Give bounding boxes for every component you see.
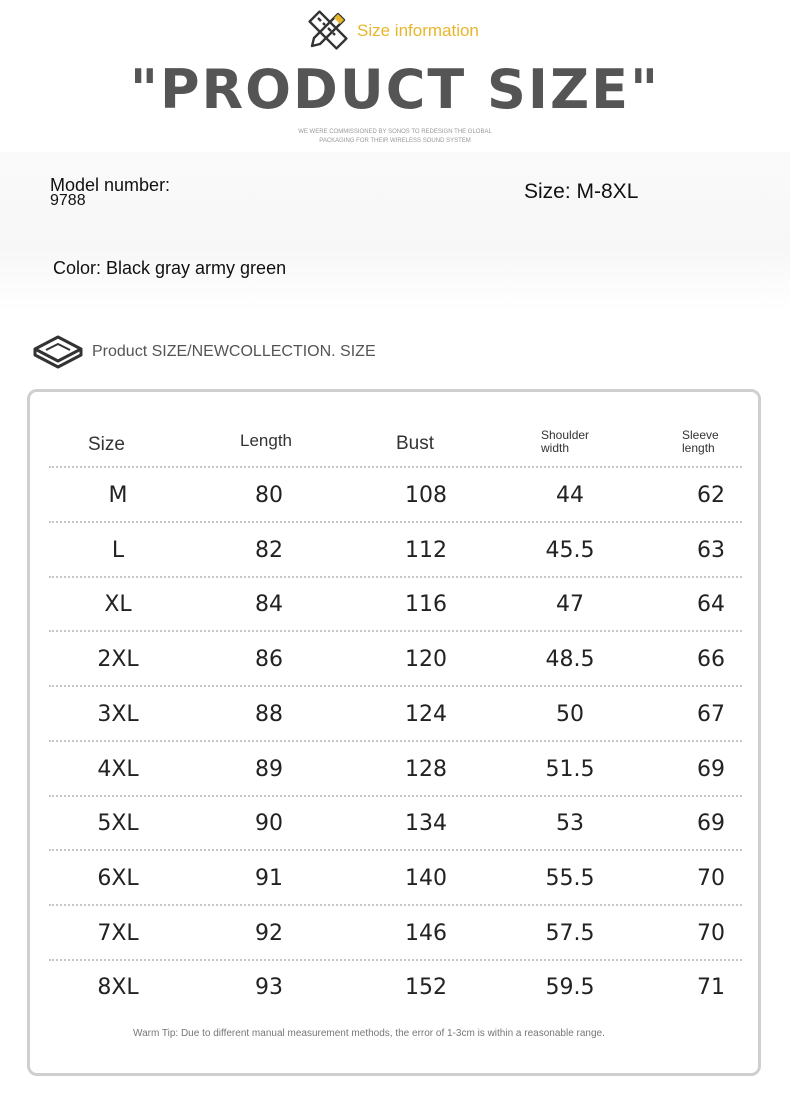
table-cell: 116 <box>405 592 447 618</box>
header-length: Length <box>240 431 292 450</box>
table-divider <box>49 521 742 523</box>
header-size: Size <box>88 434 125 455</box>
table-divider <box>49 849 742 851</box>
table-divider <box>49 685 742 687</box>
header-sleeve-length: Sleeve length <box>682 428 719 455</box>
table-cell: 44 <box>556 483 584 508</box>
table-cell: L <box>111 537 125 563</box>
table-cell: 2XL <box>97 647 139 673</box>
subtitle-line-2: PACKAGING FOR THEIR WIRELESS SOUND SYSTEM <box>319 138 471 144</box>
subtitle-line-1: WE WERE COMMISSIONED BY SONOS TO REDESIGN THE GLOBAL <box>298 129 492 135</box>
table-cell: 70 <box>697 920 725 946</box>
table-cell: 59.5 <box>545 975 595 1001</box>
table-divider <box>49 959 742 961</box>
table-cell: XL <box>104 592 132 618</box>
table-cell: 108 <box>405 483 447 508</box>
table-cell: 51.5 <box>545 756 595 782</box>
table-cell: 112 <box>405 537 447 563</box>
page-title: "PRODUCT SIZE" <box>129 58 661 121</box>
table-cell: 50 <box>556 701 584 727</box>
table-cell: 86 <box>255 647 283 673</box>
table-cell: 69 <box>697 756 725 782</box>
table-cell: 7XL <box>97 920 139 946</box>
header-bust: Bust <box>396 433 435 454</box>
table-cell: 80 <box>255 483 283 508</box>
table-cell: 67 <box>697 701 725 727</box>
section-heading: Product SIZE/NEWCOLLECTION. SIZE <box>92 343 376 360</box>
table-cell: 6XL <box>97 865 139 891</box>
table-divider <box>49 466 742 468</box>
table-cell: 92 <box>255 920 283 946</box>
table-cell: 64 <box>697 592 725 618</box>
table-cell: 57.5 <box>545 920 595 946</box>
table-cell: 4XL <box>97 756 139 782</box>
table-cell: 45.5 <box>545 537 595 563</box>
color-options: Color: Black gray army green <box>53 258 287 278</box>
table-cell: 63 <box>697 537 725 563</box>
table-divider <box>49 630 742 632</box>
table-cell: 71 <box>697 975 725 1001</box>
table-cell: 62 <box>697 483 725 508</box>
table-cell: 48.5 <box>545 647 595 673</box>
model-number-label: Model number: <box>50 175 171 195</box>
table-cell: 3XL <box>97 701 139 727</box>
table-divider <box>49 795 742 797</box>
table-cell: 146 <box>405 920 447 946</box>
table-divider <box>49 740 742 742</box>
table-cell: 93 <box>255 975 283 1001</box>
table-cell: 91 <box>255 865 283 891</box>
table-cell: 124 <box>405 701 447 727</box>
table-cell: 66 <box>697 647 725 673</box>
table-cell: M <box>108 483 128 508</box>
table-cell: 82 <box>255 537 283 563</box>
size-range: Size: M-8XL <box>524 180 639 203</box>
header-shoulder-width: Shoulder width <box>541 428 590 455</box>
table-divider <box>49 576 742 578</box>
table-cell: 152 <box>405 975 447 1001</box>
table-cell: 53 <box>556 811 584 837</box>
table-cell: 140 <box>405 865 447 891</box>
warm-tip: Warm Tip: Due to different manual measurement methods, the error of 1-3cm is within a reasonable range. <box>133 1028 605 1039</box>
table-cell: 88 <box>255 701 283 727</box>
table-cell: 55.5 <box>545 865 595 891</box>
table-cell: 128 <box>405 756 447 782</box>
table-cell: 84 <box>255 592 283 618</box>
size-information-label: Size information <box>357 21 479 40</box>
table-cell: 90 <box>255 811 283 837</box>
table-cell: 47 <box>556 592 584 618</box>
table-cell: 69 <box>697 811 725 837</box>
table-cell: 70 <box>697 865 725 891</box>
table-cell: 120 <box>405 647 447 673</box>
table-cell: 8XL <box>97 975 139 1001</box>
table-cell: 134 <box>405 811 447 837</box>
model-number-value: 9788 <box>50 192 86 209</box>
table-divider <box>49 904 742 906</box>
table-cell: 89 <box>255 756 283 782</box>
table-cell: 5XL <box>97 811 139 837</box>
